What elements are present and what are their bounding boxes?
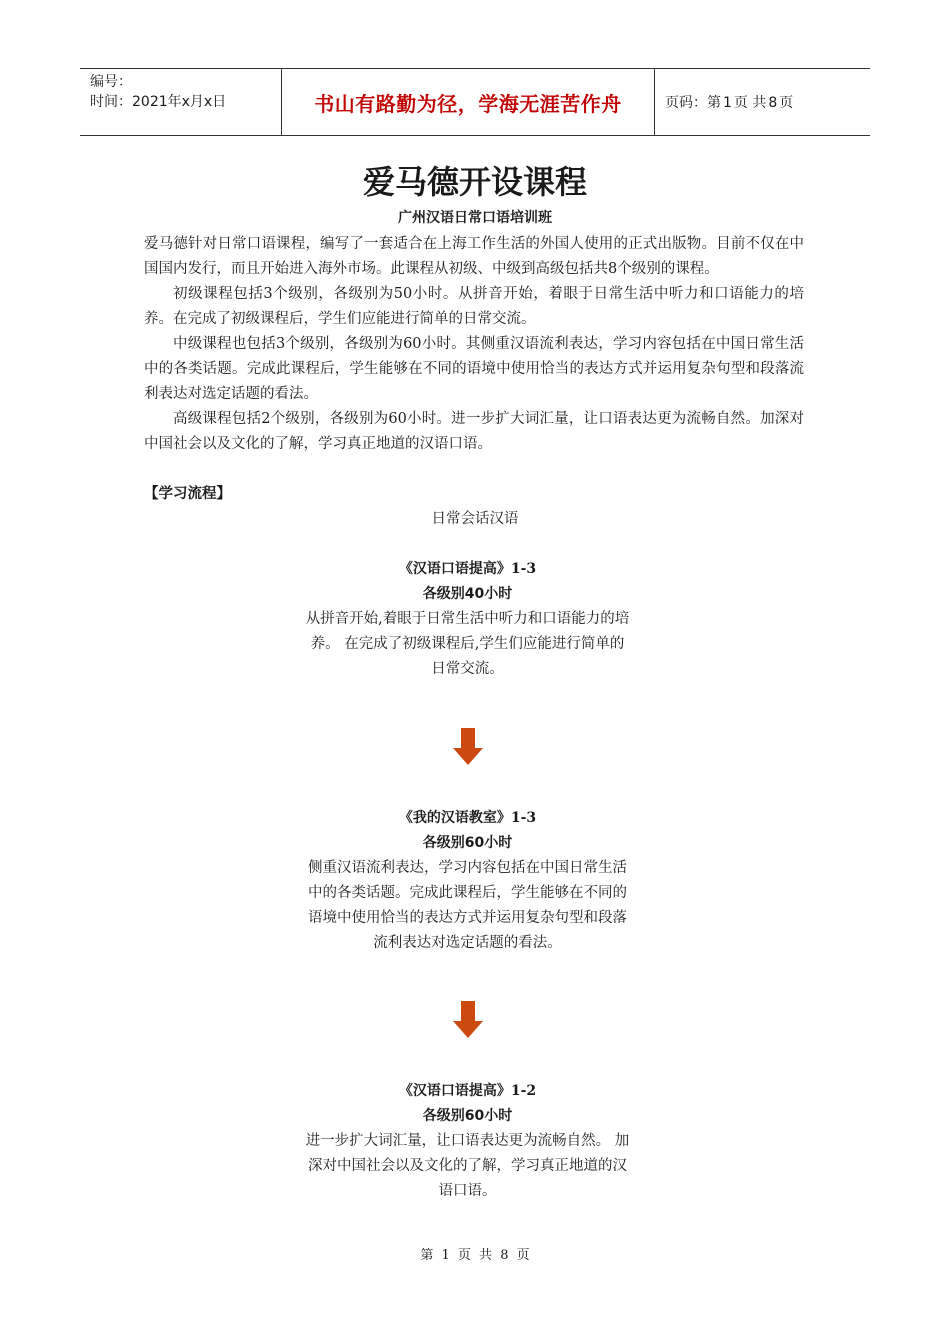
page-current: 1 <box>723 95 732 111</box>
flow-step-hours: 各级别60小时 <box>422 1108 513 1124</box>
flow-step-desc-line: 中的各类话题。完成此课程后，学生能够在不同的 <box>308 885 627 901</box>
intro-body <box>144 232 804 457</box>
flow-step-book: 《汉语口语提高》1-2 <box>398 1083 537 1099</box>
header-meta-cell <box>80 69 282 135</box>
page-prefix: 页码：第 <box>665 95 721 111</box>
document-subtitle: 广州汉语日常口语培训班 <box>398 210 552 226</box>
flow-step-desc-line: 从拼音开始,着眼于日常生活中听力和口语能力的培 <box>305 611 630 627</box>
page-footer: 第 1 页 共 8 页 <box>420 1248 530 1263</box>
paragraph-advanced: 高级课程包括2个级别，各级别为60小时。进一步扩大词汇量，让口语表达更为流畅自然。加深对中国社会以及文化的了解，学习真正地道的汉语口语。 <box>144 411 804 452</box>
section-label-study-flow: 【学习流程】 <box>144 486 231 502</box>
paragraph-intermediate: 中级课程也包括3个级别，各级别为60小时。其侧重汉语流利表达，学习内容包括在中国日常生活中的各类话题。完成此课程后，学生能够在不同的语境中使用恰当的表达方式并运用复杂句型和段落流利表达对选定话题的看法。 <box>144 336 804 402</box>
flow-step-desc-line: 语境中使用恰当的表达方式并运用复杂句型和段落 <box>308 910 627 926</box>
page-mid: 页 共 <box>733 95 767 111</box>
page-total: 8 <box>768 95 778 111</box>
paragraph-intro: 爱马德针对日常口语课程，编写了一套适合在上海工作生活的外国人使用的正式出版物。目前不仅在中国国内发行，而且开始进入海外市场。此课程从初级、中级到高级包括共8个级别的课程。 <box>144 236 804 277</box>
header-motto-cell <box>282 69 655 135</box>
document-title: 爱马德开设课程 <box>362 163 587 201</box>
flow-step-desc-line: 日常交流。 <box>431 661 504 677</box>
flow-step-desc-line: 侧重汉语流利表达，学习内容包括在中国日常生活 <box>308 860 627 876</box>
flow-step-book: 《汉语口语提高》1-3 <box>398 561 537 577</box>
flow-step-book: 《我的汉语教室》1-3 <box>398 810 537 826</box>
flow-step-desc-line: 语口语。 <box>438 1183 497 1199</box>
header-page-cell <box>655 69 870 135</box>
flow-step-hours: 各级别40小时 <box>422 586 513 602</box>
paragraph-beginner: 初级课程包括3个级别，各级别为50小时。从拼音开始，着眼于日常生活中听力和口语能力的培养。在完成了初级课程后，学生们应能进行简单的日常交流。 <box>144 286 804 327</box>
serial-label: 编号： <box>90 74 132 90</box>
time-label: 时间：2021年x月x日 <box>90 94 227 110</box>
page-number <box>665 92 793 112</box>
flow-step-desc-line: 深对中国社会以及文化的了解，学习真正地道的汉 <box>308 1158 627 1174</box>
down-arrow-icon <box>452 728 484 766</box>
flow-step-1 <box>285 557 650 682</box>
flow-step-desc-line: 养。 在完成了初级课程后,学生们应能进行简单的 <box>310 636 625 652</box>
flow-step-desc-line: 流利表达对选定话题的看法。 <box>373 935 562 951</box>
document-header-table <box>80 68 870 136</box>
flow-step-2 <box>285 806 650 956</box>
flow-step-hours: 各级别60小时 <box>422 835 513 851</box>
flow-step-desc-line: 进一步扩大词汇量，让口语表达更为流畅自然。 加 <box>305 1133 630 1149</box>
page-suffix: 页 <box>779 95 794 111</box>
motto-text: 书山有路勤为径，学海无涯苦作舟 <box>314 91 622 116</box>
flow-title: 日常会话汉语 <box>431 511 519 527</box>
down-arrow-icon <box>452 1001 484 1039</box>
flow-step-3 <box>285 1079 650 1204</box>
